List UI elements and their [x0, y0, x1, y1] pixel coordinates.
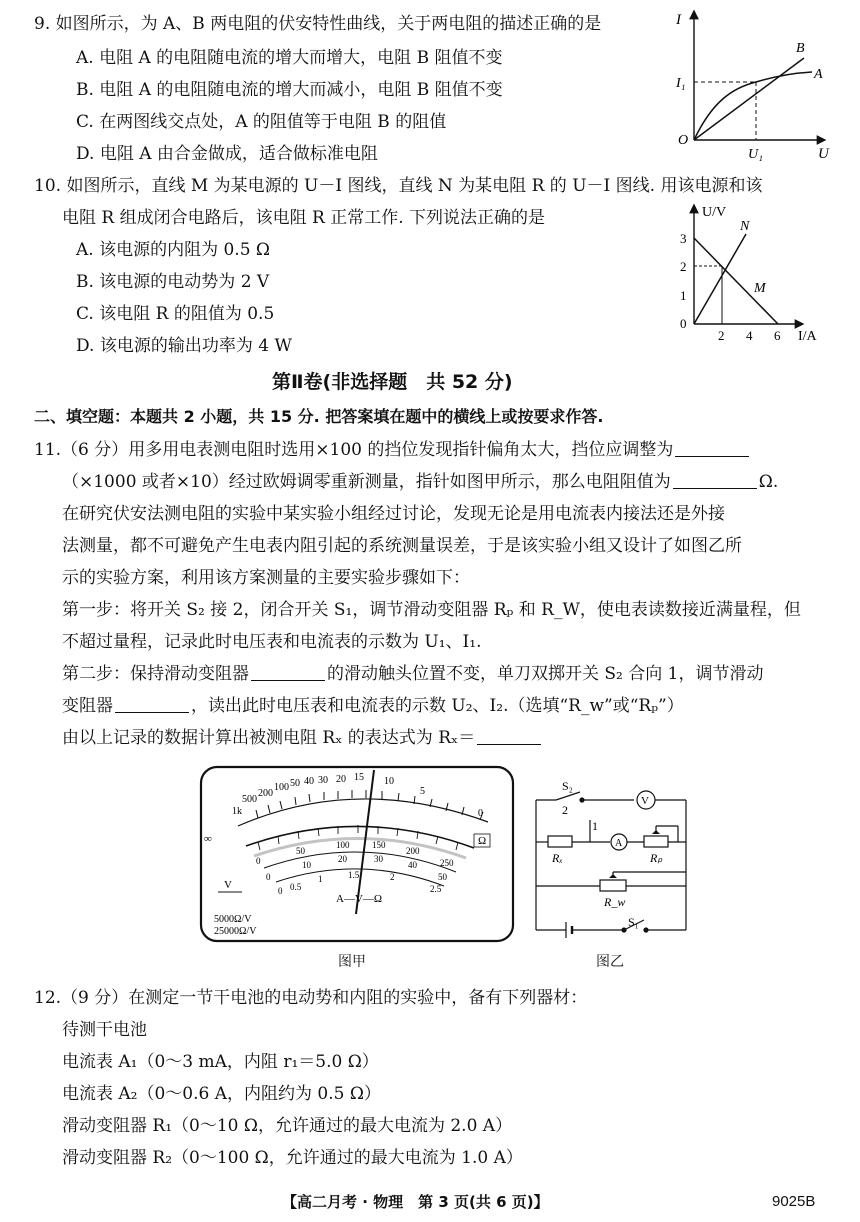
q11-line7: 不超过量程，记录此时电压表和电流表的示数为 U₁、I₁. [62, 632, 482, 652]
q10-line-m-label: M [754, 281, 766, 296]
fig-jia-caption: 图甲 [338, 954, 366, 970]
q11-blank-2[interactable] [673, 471, 757, 489]
rx-resistor [548, 836, 572, 847]
ohm-5: 5 [420, 786, 425, 797]
q10-y-tick-1: 1 [680, 288, 687, 303]
v-0.5: 0.5 [290, 882, 302, 892]
page-footer: 【高二月考 · 物理 第 3 页(共 6 页)】 [282, 1193, 549, 1211]
q10-stem-line2: 电阻 R 组成闭合电路后，该电阻 R 正常工作. 下列说法正确的是 [62, 208, 546, 228]
dc-150: 150 [372, 840, 386, 850]
q10-stem-line1: 10. 如图所示，直线 M 为某电源的 U－I 图线，直线 N 为某电阻 R 的 U－I 图线. 用该电源和该 [34, 176, 763, 196]
q10-x-tick-6: 6 [774, 328, 781, 343]
part2-title: 第Ⅱ卷(非选择题 共 52 分) [272, 371, 513, 393]
rw-label: R_w [604, 895, 626, 909]
ohm-20: 20 [336, 774, 346, 785]
q10-line-n-label: N [740, 219, 750, 234]
q10-y-label: U/V [702, 205, 727, 220]
fig-yi-circuit [526, 780, 696, 942]
ammeter-label: A [615, 838, 623, 849]
section2-heading: 二、填空题：本题共 2 小题，共 15 分. 把答案填在题中的横线上或按要求作答. [34, 407, 604, 426]
q10-ui-graph [676, 200, 832, 346]
q10-option-a: A. 该电源的内阻为 0.5 Ω [76, 240, 271, 260]
q9-u1-label: U₁ [748, 147, 763, 162]
mid-30: 30 [374, 854, 383, 864]
q11-blank-4[interactable] [115, 695, 189, 713]
q10-origin: 0 [680, 316, 687, 331]
q9-iu-graph [672, 6, 832, 162]
v-2: 2 [390, 872, 395, 882]
q9-origin: O [678, 133, 689, 148]
dc-250: 250 [440, 858, 454, 868]
q11-blank-5[interactable] [477, 727, 541, 745]
q11-line10: 由以上记录的数据计算出被测电阻 Rₓ 的表达式为 Rₓ＝ [62, 726, 543, 750]
meter-spec-2: 25000Ω/V [214, 926, 257, 937]
q10-option-c: C. 该电阻 R 的阻值为 0.5 [76, 304, 275, 324]
dc-50: 50 [296, 846, 305, 856]
q12-item-1: 待测干电池 [62, 1020, 147, 1040]
q9-i1-label: I₁ [676, 76, 686, 91]
q10-y-tick-2: 2 [680, 259, 687, 274]
v-1.5: 1.5 [348, 870, 360, 880]
v-2.5: 2.5 [430, 884, 442, 894]
mid-50: 50 [438, 872, 447, 882]
q11-line8: 第二步：保持滑动变阻器 的滑动触头位置不变，单刀双掷开关 S₂ 合向 1，调节滑动 [62, 664, 764, 684]
q11-blank-1[interactable] [675, 439, 749, 457]
s2-blade [556, 792, 580, 800]
q10-option-b: B. 该电源的电动势为 2 V [76, 272, 270, 292]
meter-center-label: A—V—Ω [336, 893, 383, 905]
q9-line-b-label: B [796, 41, 805, 56]
ohm-30: 30 [318, 775, 328, 786]
q9-curve-a-label: A [814, 67, 823, 82]
ohm-200: 200 [258, 788, 273, 799]
fig-yi-caption: 图乙 [596, 954, 624, 970]
ohm-0: 0 [478, 808, 483, 819]
ohm-1k: 1k [232, 806, 242, 817]
fig-jia-multimeter [198, 764, 516, 944]
q12-item-4: 滑动变阻器 R₁（0～10 Ω，允许通过的最大电流为 2.0 A） [62, 1116, 513, 1136]
q9-x-label: U [818, 146, 829, 162]
dc-100: 100 [336, 840, 350, 850]
paper-code: 9025B [772, 1193, 816, 1210]
q9-option-a: A. 电阻 A 的电阻随电流的增大而增大，电阻 B 阻值不变 [76, 48, 503, 68]
q10-x-tick-4: 4 [746, 328, 753, 343]
dc-200: 200 [406, 846, 420, 856]
s2-label: S₂ [562, 780, 573, 793]
q9-option-d: D. 电阻 A 由合金做成，适合做标准电阻 [76, 144, 378, 164]
q11-line3: 在研究伏安法测电阻的实验中某实验小组经过讨论，发现无论是用电流表内接法还是外接 [62, 504, 725, 524]
q10-x-tick-2: 2 [718, 328, 725, 343]
s1-label: S₁ [628, 915, 639, 929]
q9-stem: 9. 如图所示，为 A、B 两电阻的伏安特性曲线，关于两电阻的描述正确的是 [34, 14, 602, 34]
ohm-inf: ∞ [204, 833, 212, 845]
q9-option-c: C. 在两图线交点处，A 的阻值等于电阻 B 的阻值 [76, 112, 447, 132]
dc-0: 0 [256, 856, 261, 866]
q12-item-5: 滑动变阻器 R₂（0～100 Ω，允许通过的最大电流为 1.0 A） [62, 1148, 523, 1168]
v-1: 1 [318, 874, 323, 884]
mid-10: 10 [302, 860, 311, 870]
rp-resistor [644, 836, 668, 847]
mid-40: 40 [408, 860, 417, 870]
q10-y-tick-3: 3 [680, 231, 687, 246]
meter-spec-1: 5000Ω/V [214, 914, 252, 925]
rw-resistor [600, 880, 626, 891]
q10-line-n [694, 234, 746, 324]
v-0: 0 [278, 886, 283, 896]
q9-y-label: I [676, 12, 681, 28]
ohm-50: 50 [290, 778, 300, 789]
ohm-arc [238, 799, 488, 826]
ohm-100: 100 [274, 782, 289, 793]
q10-x-label: I/A [798, 329, 817, 344]
q11-line4: 法测量，都不可避免产生电表内阻引起的系统测量误差，于是该实验小组又设计了如图乙所 [62, 536, 742, 556]
mid-0: 0 [266, 872, 271, 882]
rp-label: Rₚ [650, 851, 663, 865]
rx-label: Rₓ [552, 851, 563, 865]
q9-option-b: B. 电阻 A 的电阻随电流的增大而减小，电阻 B 阻值不变 [76, 80, 503, 100]
q10-option-d: D. 该电源的输出功率为 4 W [76, 336, 292, 356]
q11-line2: （×1000 或者×10）经过欧姆调零重新测量，指针如图甲所示，那么电阻阻值为 Ω. [62, 472, 779, 492]
q12-stem: 12.（9 分）在测定一节干电池的电动势和内阻的实验中，备有下列器材： [34, 988, 588, 1008]
q12-item-3: 电流表 A₂（0～0.6 A，内阻约为 0.5 Ω） [62, 1084, 381, 1104]
ohm-15: 15 [354, 772, 364, 783]
q12-item-2: 电流表 A₁（0～3 mA，内阻 r₁＝5.0 Ω） [62, 1052, 379, 1072]
q11-blank-3[interactable] [251, 663, 325, 681]
meter-v-symbol: V [224, 879, 232, 891]
ohm-500: 500 [242, 794, 257, 805]
q11-line5: 示的实验方案，利用该方案测量的主要实验步骤如下： [62, 568, 470, 588]
ohm-unit: Ω [478, 835, 487, 847]
ohm-40: 40 [304, 776, 314, 787]
ohm-10: 10 [384, 776, 394, 787]
voltmeter-label: V [641, 795, 649, 807]
mid-20: 20 [338, 854, 347, 864]
q11-line1: 11.（6 分）用多用电表测电阻时选用×100 的挡位发现指针偏角太大，挡位应调整为 [34, 438, 751, 462]
s2-pos2: 2 [562, 803, 568, 817]
q9-line-b [694, 58, 804, 140]
s2-pos1: 1 [592, 819, 598, 833]
q11-line9: 变阻器 ，读出此时电压表和电流表的示数 U₂、I₂.（选填“R_w”或“Rₚ”） [62, 696, 684, 716]
q11-line6: 第一步：将开关 S₂ 接 2，闭合开关 S₁，调节滑动变阻器 Rₚ 和 R_W，使电表读数接近满量程，但 [62, 600, 801, 620]
